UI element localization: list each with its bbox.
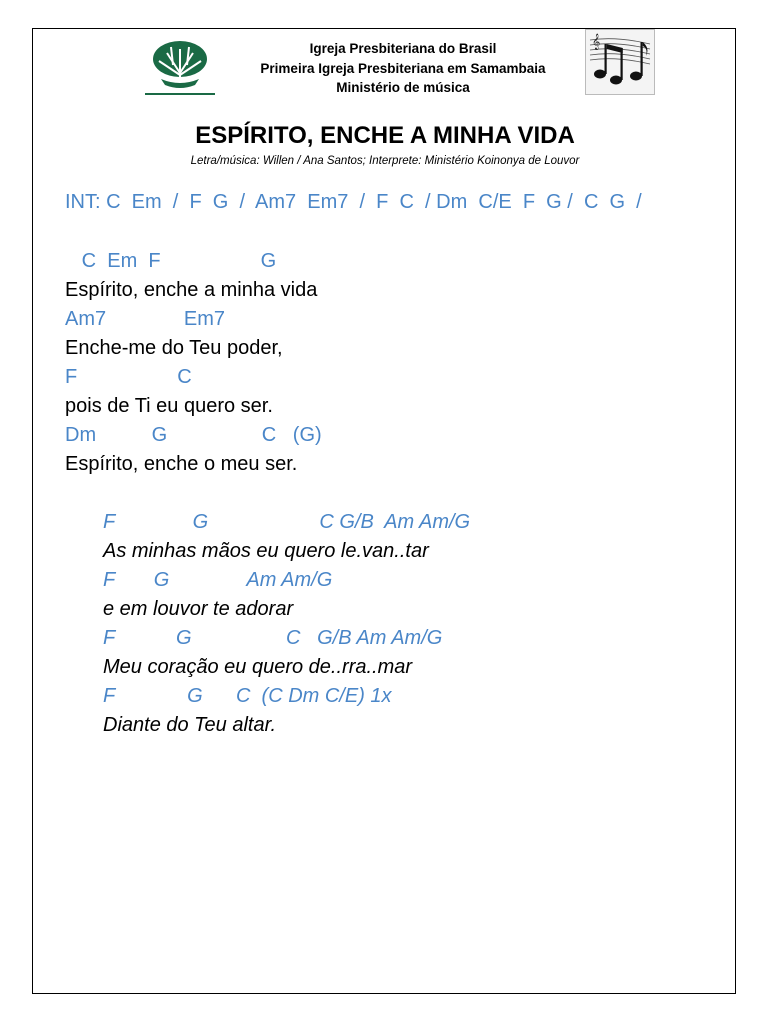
verse-chord-line: Dm G C (G) <box>65 424 322 446</box>
chorus-chord-line: F G C G/B Am Am/G <box>103 511 471 533</box>
chorus-chord-line: F G Am Am/G <box>103 569 333 591</box>
chorus-chord-line: F G C (C Dm C/E) 1x <box>103 685 392 707</box>
verse-lyric-line: Espírito, enche a minha vida <box>65 279 318 301</box>
chorus-lyric-line: Meu coração eu quero de..rra..mar <box>103 656 413 678</box>
song-credit: Letra/música: Willen / Ana Santos; Interprete: Ministério Koinonya de Louvor <box>190 155 580 167</box>
verse-lyric-line: pois de Ti eu quero ser. <box>65 395 273 417</box>
chorus-lyric-line: e em louvor te adorar <box>103 598 294 620</box>
church-name: Igreja Presbiteriana do Brasil <box>309 41 497 56</box>
verse-chord-line: F C <box>65 366 192 388</box>
chorus-lyric-line: Diante do Teu altar. <box>103 714 277 736</box>
intro-chords: INT: C Em / F G / Am7 Em7 / F C / Dm C/E F G / C G / <box>65 191 642 213</box>
congregation-name: Primeira Igreja Presbiteriana em Samambaia <box>260 61 546 76</box>
svg-text:𝄞: 𝄞 <box>592 34 601 50</box>
verse-lyric-line: Espírito, enche o meu ser. <box>65 453 298 475</box>
chorus-lyric-line: As minhas mãos eu quero le.van..tar <box>103 540 429 562</box>
ministry-name: Ministério de música <box>336 80 470 95</box>
verse-chord-line: C Em F G <box>65 250 277 272</box>
verse-chord-line: Am7 Em7 <box>65 308 226 330</box>
song-title: ESPÍRITO, ENCHE A MINHA VIDA <box>195 122 575 149</box>
chorus-chord-line: F G C G/B Am Am/G <box>103 627 443 649</box>
verse-lyric-line: Enche-me do Teu poder, <box>65 337 283 359</box>
song-sheet <box>32 28 736 994</box>
music-notes-icon <box>585 29 655 95</box>
